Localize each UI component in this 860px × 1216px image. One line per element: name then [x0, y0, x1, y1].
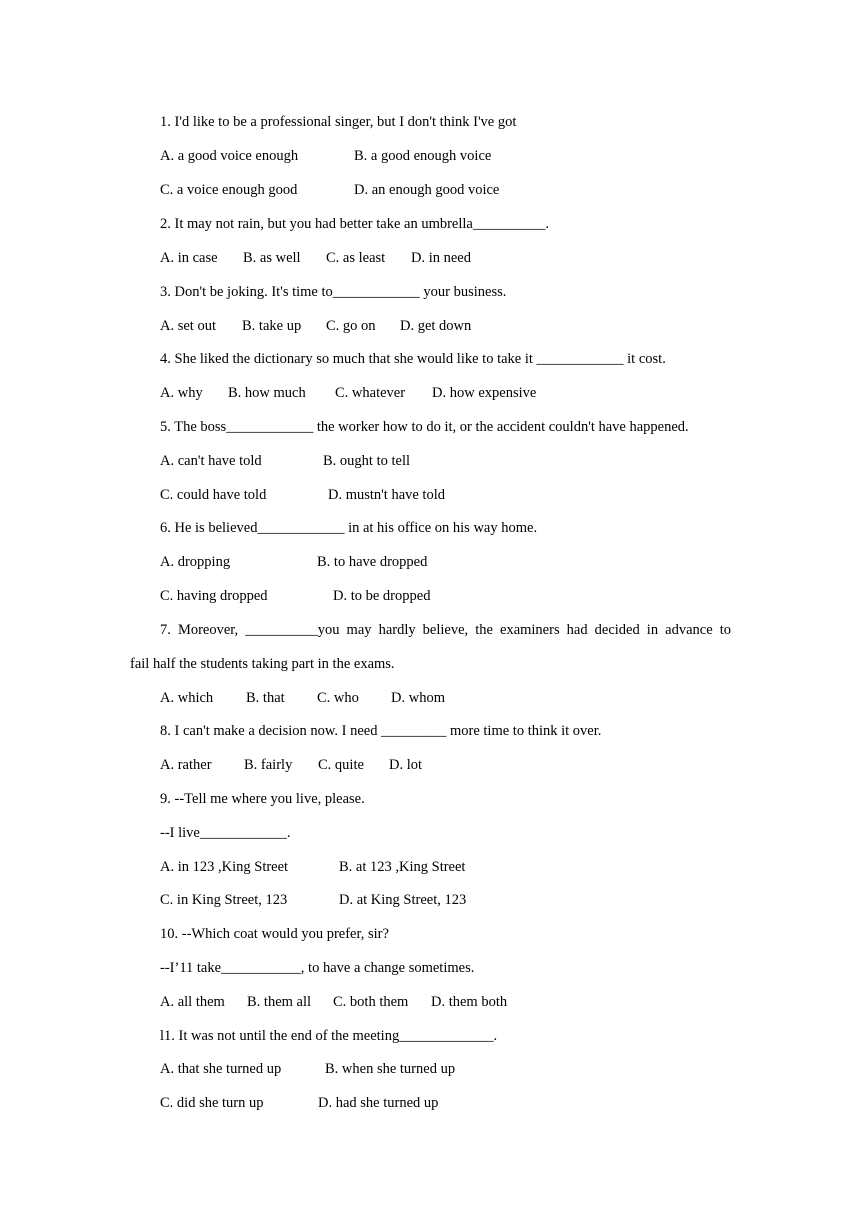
- question-8-option-b: B. fairly: [244, 757, 293, 773]
- question-4-option-d: D. how expensive: [432, 385, 537, 401]
- question-11-stem: l1. It was not until the end of the meeting_____________.: [160, 1028, 498, 1044]
- question-9-option-c: C. in King Street, 123: [160, 892, 288, 908]
- question-7-option-c: C. who: [317, 690, 359, 706]
- question-11-option-b: B. when she turned up: [325, 1061, 456, 1077]
- question-3-option-c: C. go on: [326, 318, 376, 334]
- question-5-stem: 5. The boss____________ the worker how to do it, or the accident couldn't have happened.: [160, 419, 689, 435]
- question-2-option-c: C. as least: [326, 250, 386, 266]
- question-10-option-d: D. them both: [431, 994, 508, 1010]
- question-3-option-d: D. get down: [400, 318, 472, 334]
- question-5-option-b: B. ought to tell: [323, 453, 410, 469]
- question-6-stem: 6. He is believed____________ in at his office on his way home.: [160, 520, 538, 536]
- question-2-option-a: A. in case: [160, 250, 218, 266]
- question-9-reply: --I live____________.: [160, 825, 291, 841]
- question-8-option-c: C. quite: [318, 757, 364, 773]
- question-1-option-a: A. a good voice enough: [160, 148, 299, 164]
- question-5-option-d: D. mustn't have told: [328, 487, 445, 503]
- question-9-stem: 9. --Tell me where you live, please.: [160, 791, 365, 807]
- question-6-option-a: A. dropping: [160, 554, 231, 570]
- question-7-option-b: B. that: [246, 690, 285, 706]
- question-1-stem: 1. I'd like to be a professional singer, but I don't think I've got: [160, 114, 517, 130]
- question-5-option-a: A. can't have told: [160, 453, 262, 469]
- question-3-option-b: B. take up: [242, 318, 302, 334]
- question-7-option-a: A. which: [160, 690, 214, 706]
- question-10-option-a: A. all them: [160, 994, 225, 1010]
- question-8-option-a: A. rather: [160, 757, 212, 773]
- question-3-option-a: A. set out: [160, 318, 216, 334]
- question-4-option-b: B. how much: [228, 385, 306, 401]
- question-1-option-c: C. a voice enough good: [160, 182, 298, 198]
- question-9-option-b: B. at 123 ,King Street: [339, 859, 466, 875]
- question-2-option-b: B. as well: [243, 250, 301, 266]
- question-7-option-d: D. whom: [391, 690, 445, 706]
- question-10-stem: 10. --Which coat would you prefer, sir?: [160, 926, 389, 942]
- question-10-option-b: B. them all: [247, 994, 312, 1010]
- question-9-option-d: D. at King Street, 123: [339, 892, 467, 908]
- question-8-stem: 8. I can't make a decision now. I need _________ more time to think it over.: [160, 723, 602, 739]
- question-1-option-d: D. an enough good voice: [354, 182, 500, 198]
- question-5-option-c: C. could have told: [160, 487, 267, 503]
- question-6-option-b: B. to have dropped: [317, 554, 428, 570]
- question-4-stem: 4. She liked the dictionary so much that she would like to take it ____________ it cost.: [160, 351, 666, 367]
- question-10-option-c: C. both them: [333, 994, 409, 1010]
- question-7-stem-line-1: 7. Moreover, __________you may hardly believe, the examiners had decided in advance to: [160, 622, 731, 638]
- question-9-option-a: A. in 123 ,King Street: [160, 859, 289, 875]
- question-2-stem: 2. It may not rain, but you had better take an umbrella__________.: [160, 216, 549, 232]
- question-1-option-b: B. a good enough voice: [354, 148, 492, 164]
- question-4-option-a: A. why: [160, 385, 203, 401]
- question-6-option-c: C. having dropped: [160, 588, 268, 604]
- question-7-stem-line-2: fail half the students taking part in the exams.: [130, 656, 395, 672]
- question-6-option-d: D. to be dropped: [333, 588, 431, 604]
- question-11-option-a: A. that she turned up: [160, 1061, 282, 1077]
- question-10-reply: --I’11 take___________, to have a change sometimes.: [160, 960, 475, 976]
- question-8-option-d: D. lot: [389, 757, 423, 773]
- question-3-stem: 3. Don't be joking. It's time to____________ your business.: [160, 284, 507, 300]
- question-2-option-d: D. in need: [411, 250, 471, 266]
- question-11-option-d: D. had she turned up: [318, 1095, 439, 1111]
- question-11-option-c: C. did she turn up: [160, 1095, 264, 1111]
- question-4-option-c: C. whatever: [335, 385, 406, 401]
